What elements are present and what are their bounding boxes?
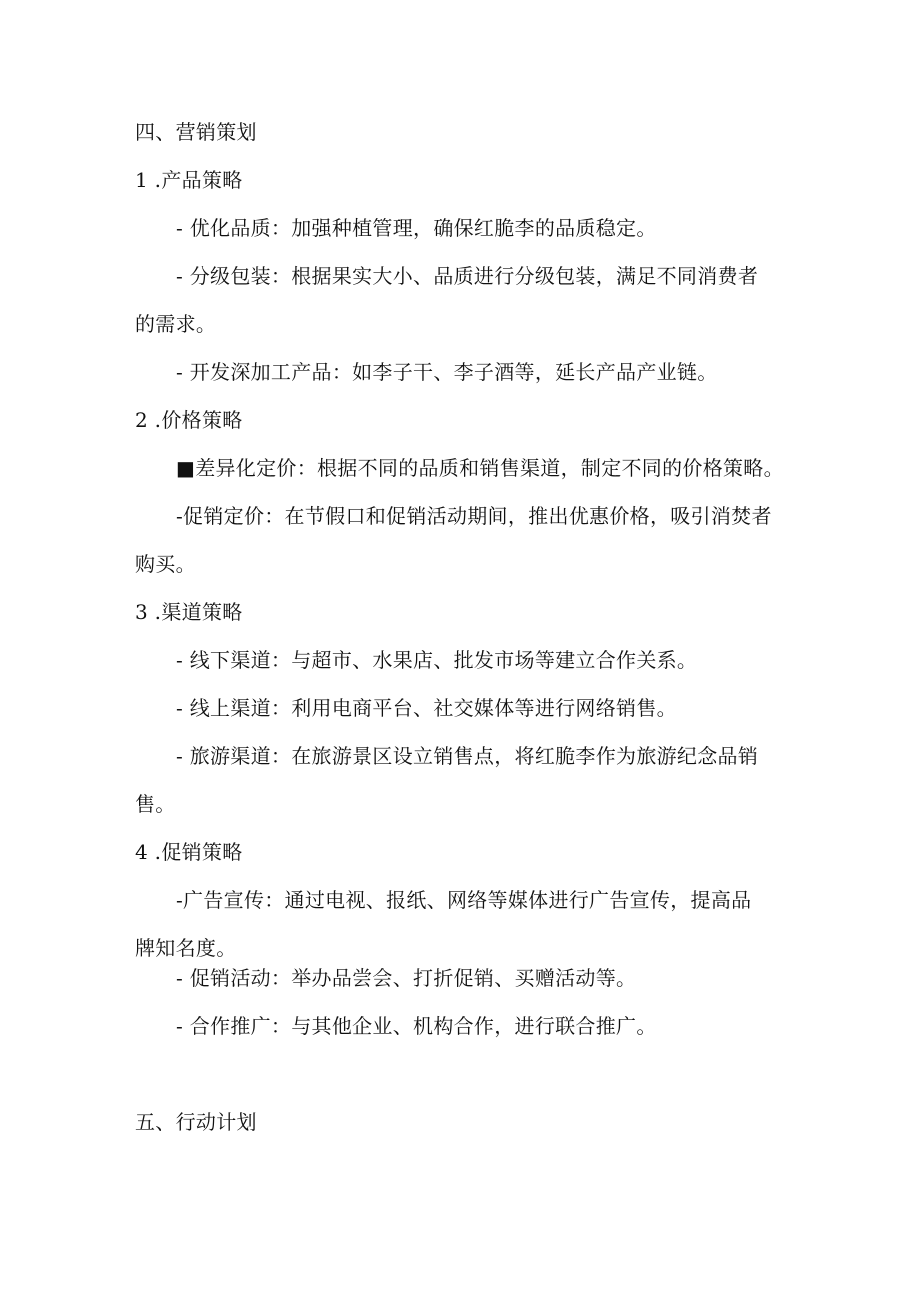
section-heading-action-plan: 五、行动计划 [135,1110,257,1134]
list-item-differentiated-pricing: ■差异化定价：根据不同的品质和销售渠道，制定不同的价格策略。 [176,456,784,480]
subheading-promotion-strategy: 4 .促销策略 [135,840,243,864]
list-item-advertising-cont: 牌知名度。 [135,936,237,960]
subheading-price-strategy: 2 .价格策略 [135,408,243,432]
section-heading-marketing: 四、营销策划 [135,120,257,144]
list-item-promotional-pricing-cont: 购买。 [135,552,196,576]
list-item-deep-processing: - 开发深加工产品：如李子干、李子酒等，延长产品产业链。 [176,360,718,384]
list-item-tourism-channel-cont: 售。 [135,792,176,816]
list-item-cooperation: - 合作推广：与其他企业、机构合作，进行联合推广。 [176,1014,657,1038]
list-item-quality: - 优化品质：加强种植管理，确保红脆李的品质稳定。 [176,216,657,240]
subheading-product-strategy: 1 .产品策略 [135,168,243,192]
list-item-tourism-channel: - 旅游渠道：在旅游景区设立销售点，将红脆李作为旅游纪念品销 [176,744,759,768]
list-item-promo-activities: - 促销活动：举办品尝会、打折促销、买赠活动等。 [176,966,637,990]
subheading-channel-strategy: 3 .渠道策略 [135,600,243,624]
list-item-advertising: -广告宣传：通过电视、报纸、网络等媒体进行广告宣传，提高品 [176,888,752,912]
list-item-grading-packaging: - 分级包装：根据果实大小、品质进行分级包装，满足不同消费者 [176,264,759,288]
list-item-promotional-pricing: -促销定价：在节假口和促销活动期间，推出优惠价格，吸引消焚者 [176,504,772,528]
list-item-online-channel: - 线上渠道：利用电商平台、社交媒体等进行网络销售。 [176,696,677,720]
list-item-offline-channel: - 线下渠道：与超市、水果店、批发市场等建立合作关系。 [176,648,698,672]
list-item-grading-packaging-cont: 的需求。 [135,312,217,336]
